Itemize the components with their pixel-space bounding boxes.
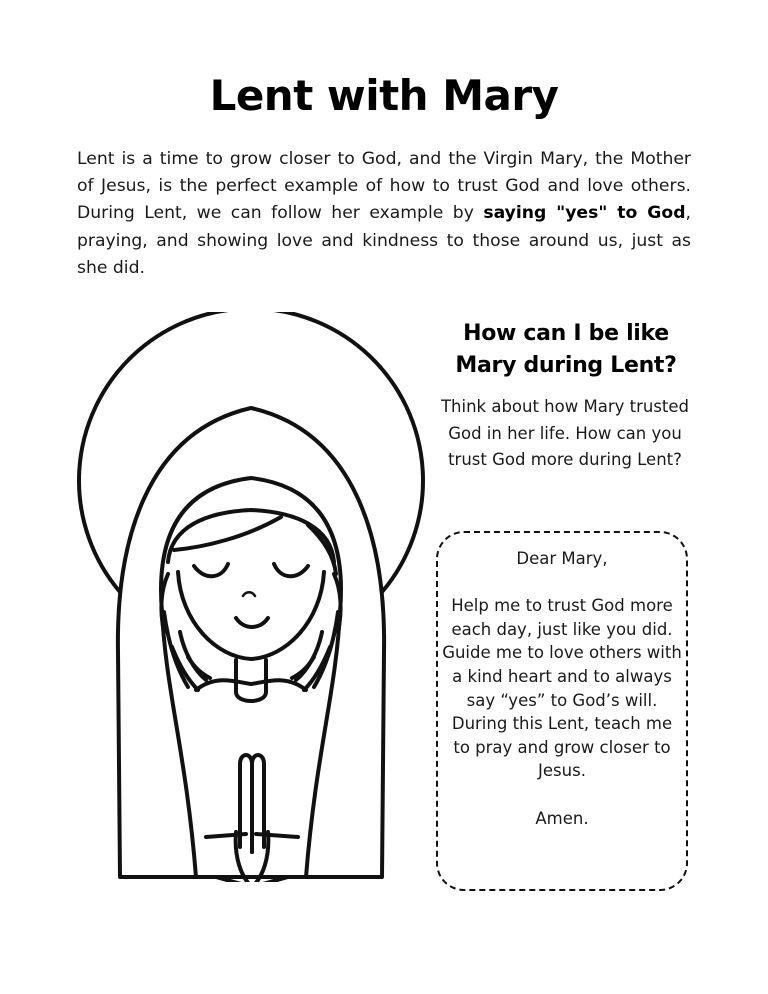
page-title: Lent with Mary [209, 71, 559, 120]
mary-illustration [76, 312, 426, 882]
prayer-card [436, 531, 688, 891]
sidebar-heading: How can I be like Mary during Lent? [455, 321, 677, 378]
prayer-text [438, 547, 686, 830]
prayer-closing: Amen. [535, 808, 589, 828]
prayer-body: Help me to trust God more each day, just like you did. Guide me to love others with a kind heart and to always say “yes” to God’s will. During this Lent, teach me to pray and grow closer to Jesus. [442, 596, 682, 781]
intro-paragraph [77, 146, 691, 282]
intro-text-start: Lent is a time to grow closer to God, and the Virgin Mary, the Mother of Jesus, is the perfect example of how to trust God and love others. During Lent, we can follow her example by [77, 149, 691, 224]
intro-bold-phrase: saying "yes" to God [483, 203, 686, 224]
prayer-greeting: Dear Mary, [516, 549, 608, 568]
intro-text-end: , praying, and showing love and kindness to those around us, just as she did. [77, 203, 691, 278]
mary-praying-icon [76, 312, 426, 882]
reflection-prompt: Think about how Mary trusted God in her life. How can you trust God more during Lent? [440, 397, 690, 469]
